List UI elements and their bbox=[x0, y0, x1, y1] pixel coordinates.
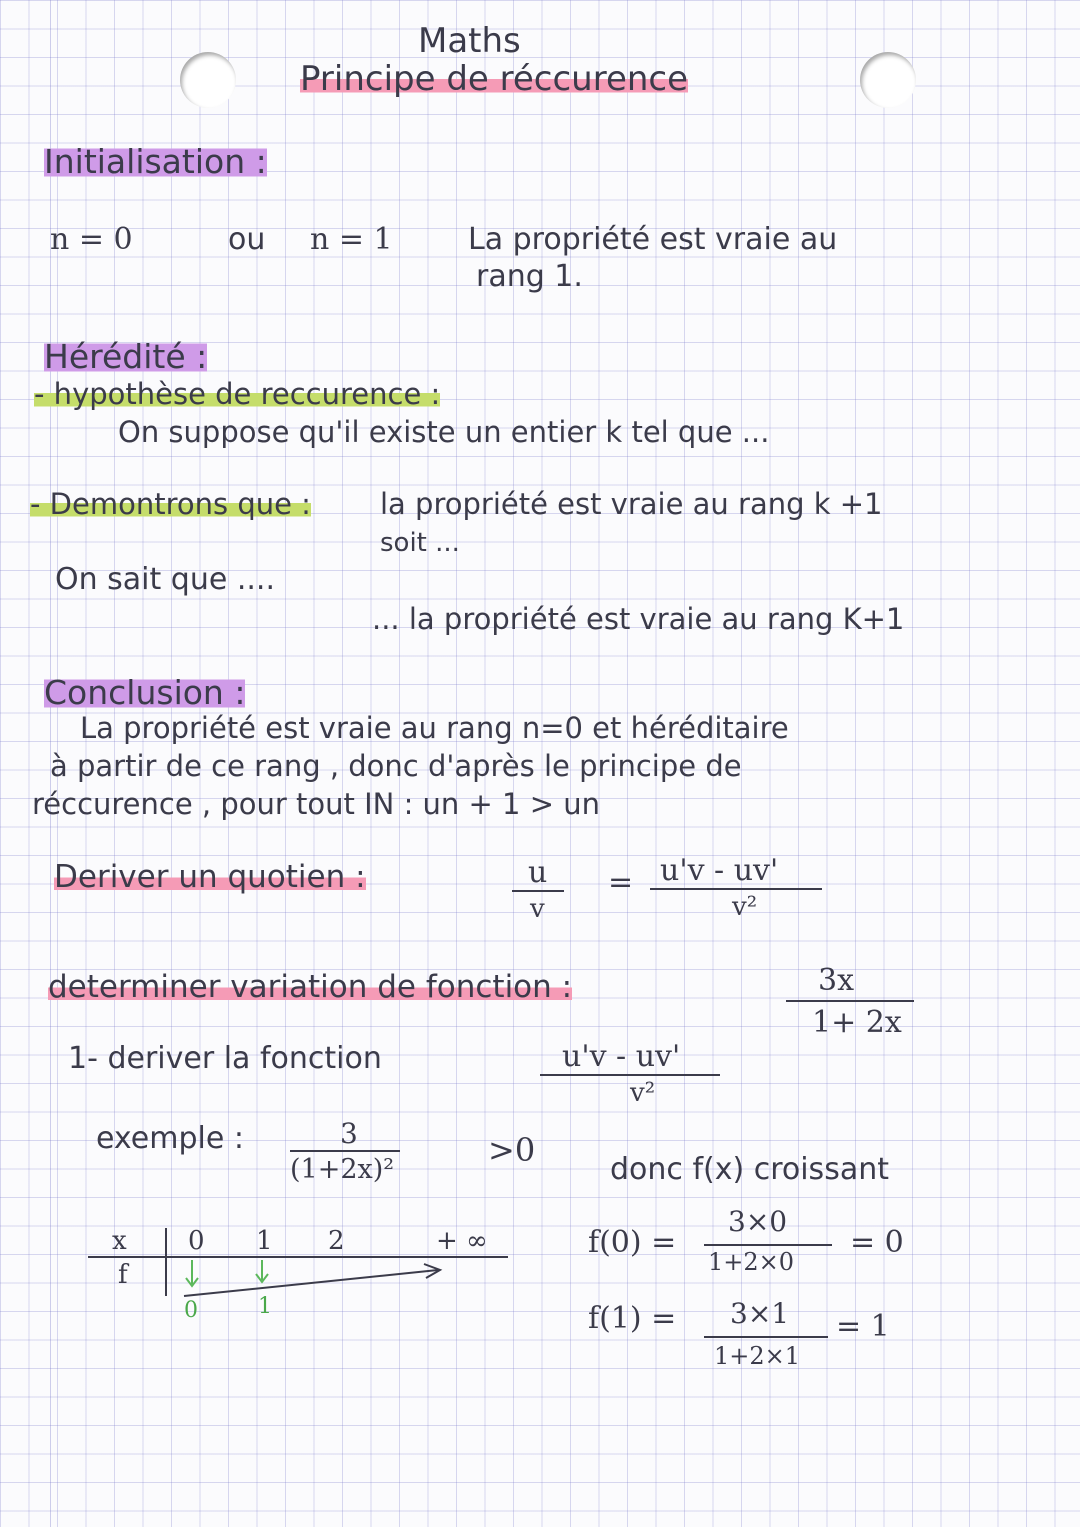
init-text-line2: rang 1. bbox=[476, 259, 583, 294]
table-vertical-line bbox=[165, 1228, 167, 1296]
punch-hole-right bbox=[860, 52, 916, 108]
example-fraction-bar bbox=[290, 1150, 400, 1152]
variation-label: determiner variation de fonction : bbox=[48, 969, 573, 1005]
step1-text: 1- deriver la fonction bbox=[68, 1041, 382, 1076]
f0-result: = 0 bbox=[850, 1225, 904, 1260]
table-x-value: + ∞ bbox=[436, 1226, 488, 1256]
table-f-value: 1 bbox=[258, 1294, 272, 1319]
init-text-line1: La propriété est vraie au bbox=[468, 222, 838, 257]
conclusion-line3: réccurence , pour tout IN : un + 1 > un bbox=[32, 787, 600, 821]
punch-hole-left bbox=[180, 52, 236, 108]
derivative-numerator: u'v - uv' bbox=[660, 853, 779, 888]
f1-result: = 1 bbox=[836, 1309, 890, 1344]
function-denominator: 1+ 2x bbox=[812, 1005, 902, 1040]
variation-arrows bbox=[170, 1256, 460, 1326]
page-title: Principe de réccurence bbox=[300, 59, 689, 99]
donc-croissant: donc f(x) croissant bbox=[610, 1152, 889, 1187]
table-f-label: f bbox=[118, 1260, 128, 1290]
function-numerator: 3x bbox=[818, 963, 855, 998]
f0-label: f(0) = bbox=[588, 1225, 677, 1260]
init-n1: n = 1 bbox=[310, 222, 393, 257]
derivative-denominator: v² bbox=[732, 892, 758, 922]
quotient-equals: = bbox=[608, 865, 634, 900]
derivative-fraction-bar bbox=[650, 888, 822, 890]
conclusion-rang-text: ... la propriété est vraie au rang K+1 bbox=[372, 602, 905, 636]
quotient-fraction-bar bbox=[512, 890, 564, 892]
table-x-value: 1 bbox=[256, 1226, 273, 1256]
demontrons-label: - Demontrons que : bbox=[30, 487, 311, 521]
table-x-value: 0 bbox=[188, 1226, 205, 1256]
conclusion-line1: La propriété est vraie au rang n=0 et héréditaire bbox=[80, 711, 789, 745]
function-fraction-bar bbox=[786, 1000, 914, 1002]
subject-title: Maths bbox=[418, 21, 521, 61]
exemple-label: exemple : bbox=[96, 1121, 244, 1156]
f0-numerator: 3×0 bbox=[728, 1205, 788, 1238]
heredite-heading: Hérédité : bbox=[44, 337, 208, 376]
quotient-numerator: u bbox=[528, 855, 548, 890]
f1-numerator: 3×1 bbox=[730, 1297, 790, 1330]
example-numerator: 3 bbox=[340, 1117, 358, 1150]
step1-numerator: u'v - uv' bbox=[562, 1039, 681, 1074]
table-f-value: 0 bbox=[184, 1298, 198, 1323]
table-x-value: 2 bbox=[328, 1226, 345, 1256]
conclusion-heading: Conclusion : bbox=[44, 673, 246, 712]
demontrons-text: la propriété est vraie au rang k +1 bbox=[380, 487, 883, 521]
conclusion-line2: à partir de ce rang , donc d'après le principe de bbox=[50, 749, 742, 783]
table-x-label: x bbox=[112, 1226, 127, 1256]
f1-label: f(1) = bbox=[588, 1301, 677, 1336]
quotient-denominator: v bbox=[530, 894, 545, 924]
f0-fraction-bar bbox=[704, 1244, 832, 1246]
example-positive: >0 bbox=[488, 1131, 536, 1169]
on-sait-text: On sait que .... bbox=[55, 562, 276, 597]
step1-denominator: v² bbox=[630, 1078, 656, 1108]
f1-denominator: 1+2×1 bbox=[714, 1342, 801, 1370]
initialisation-heading: Initialisation : bbox=[44, 142, 267, 181]
init-n0: n = 0 bbox=[50, 222, 133, 257]
step1-fraction-bar bbox=[540, 1074, 720, 1076]
init-ou: ou bbox=[228, 222, 266, 257]
example-denominator: (1+2x)² bbox=[290, 1154, 395, 1185]
f1-fraction-bar bbox=[704, 1336, 828, 1338]
derivee-label: Deriver un quotien : bbox=[54, 859, 366, 895]
hypothese-label: - hypothèse de reccurence : bbox=[34, 377, 441, 411]
soit-text: soit ... bbox=[380, 528, 460, 558]
f0-denominator: 1+2×0 bbox=[708, 1248, 795, 1276]
hypothese-text: On suppose qu'il existe un entier k tel que ... bbox=[118, 415, 770, 449]
